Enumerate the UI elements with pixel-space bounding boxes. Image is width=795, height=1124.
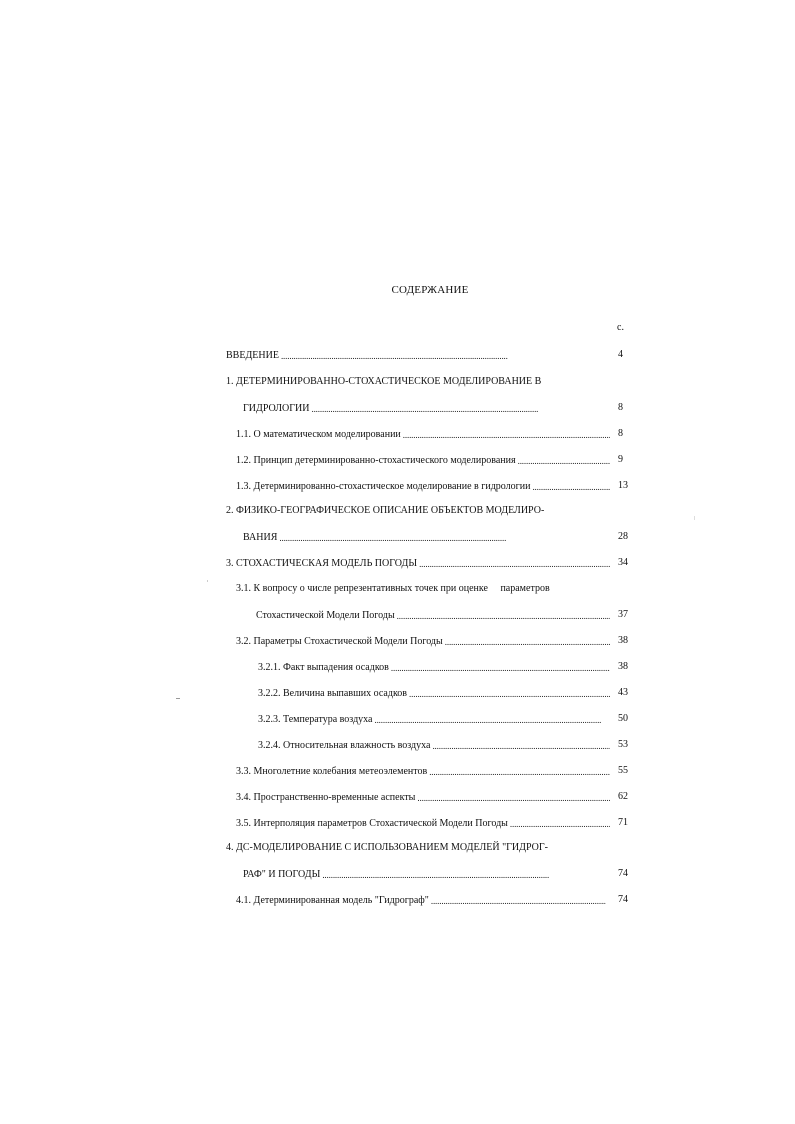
toc-leader-dots (374, 714, 610, 726)
toc-page-number: 43 (618, 687, 628, 698)
toc-entry-chapter-4: 4. ДС-МОДЕЛИРОВАНИЕ С ИСПОЛЬЗОВАНИЕМ МОДЕЛЕЙ "ГИДРОГ- (226, 842, 548, 853)
toc-entry-title: 3.2.4. Относительная влажность воздуха (258, 740, 431, 751)
toc-page-number: 8 (618, 402, 623, 413)
page-column-label: с. (617, 322, 624, 333)
toc-entry-title: 3.4. Пространственно-временные аспекты (236, 792, 416, 803)
toc-entry-3-2-2 (258, 684, 610, 700)
toc-entry-3-1: 3.1. К вопросу о числе репрезентативных точек при оценке параметров (236, 583, 550, 594)
toc-entry-title: РАФ" И ПОГОДЫ (243, 869, 321, 880)
toc-entry-3-2 (236, 632, 610, 648)
toc-entry-3-2-3 (258, 710, 610, 726)
toc-page-number: 74 (618, 868, 628, 879)
toc-leader-dots (311, 403, 610, 415)
toc-leader-dots (532, 481, 610, 493)
toc-page-number: 74 (618, 894, 628, 905)
scan-speck (207, 580, 208, 582)
toc-leader-dots (279, 532, 610, 544)
toc-entry-3-5 (236, 814, 610, 830)
toc-leader-dots (322, 869, 610, 881)
toc-page-number: 13 (618, 480, 628, 491)
toc-page-number: 71 (618, 817, 628, 828)
toc-entry-3-2-4 (258, 736, 610, 752)
toc-page-number: 55 (618, 765, 628, 776)
toc-entry-3-2-1 (258, 658, 610, 674)
toc-entry-chapter-1: 1. ДЕТЕРМИНИРОВАННО-СТОХАСТИЧЕСКОЕ МОДЕЛИРОВАНИЕ В (226, 376, 542, 387)
toc-entry-4-1 (236, 891, 606, 907)
page-title: СОДЕРЖАНИЕ (391, 284, 469, 296)
toc-leader-dots (419, 558, 610, 570)
toc-leader-dots (417, 792, 610, 804)
toc-page-number: 38 (618, 661, 628, 672)
toc-leader-dots (409, 688, 610, 700)
toc-entry-title: 1.2. Принцип детерминированно-стохастического моделирования (236, 455, 516, 466)
toc-entry-title: 3.5. Интерполяция параметров Стохастической Модели Погоды (236, 818, 508, 829)
toc-leader-dots (397, 610, 610, 622)
toc-page-number: 62 (618, 791, 628, 802)
toc-entry-3-1-cont (256, 606, 610, 622)
toc-entry-title: 3. СТОХАСТИЧЕСКАЯ МОДЕЛЬ ПОГОДЫ (226, 558, 418, 569)
toc-entry-1-2 (236, 451, 610, 467)
toc-entry-chapter-2-cont (243, 528, 610, 544)
toc-page-number: 9 (618, 454, 623, 465)
toc-entry-title: 3.2.1. Факт выпадения осадков (258, 662, 389, 673)
toc-entry-introduction (226, 346, 610, 362)
toc-page-number: 38 (618, 635, 628, 646)
toc-page-number: 50 (618, 713, 628, 724)
toc-entry-title: 3.2. Параметры Стохастической Модели Погоды (236, 636, 443, 647)
toc-page-number: 8 (618, 428, 623, 439)
toc-entry-1-1 (236, 425, 610, 441)
toc-entry-title: 3.2.3. Температура воздуха (258, 714, 373, 725)
toc-leader-dots (445, 636, 610, 648)
toc-entry-3-3 (236, 762, 610, 778)
toc-entry-title: ГИДРОЛОГИИ (243, 403, 310, 414)
toc-page-number: 53 (618, 739, 628, 750)
toc-entry-title: ВВЕДЕНИЕ (226, 350, 279, 361)
toc-entry-3-4 (236, 788, 610, 804)
toc-entry-title: 4.1. Детерминированная модель "Гидрограф" (236, 895, 429, 906)
scan-speck (176, 698, 180, 699)
scan-speck (694, 516, 695, 520)
toc-page-number: 34 (618, 557, 628, 568)
toc-entry-1-3 (236, 477, 610, 493)
toc-leader-dots (431, 895, 606, 907)
toc-leader-dots (403, 429, 610, 441)
toc-entry-chapter-4-cont (243, 865, 610, 881)
toc-leader-dots (518, 455, 610, 467)
toc-entry-title: 1.3. Детерминированно-стохастическое моделирование в гидрологии (236, 481, 531, 492)
toc-entry-title: Стохастической Модели Погоды (256, 610, 395, 621)
toc-entry-title: 3.2.2. Величина выпавших осадков (258, 688, 408, 699)
toc-page-number: 28 (618, 531, 628, 542)
toc-leader-dots (432, 740, 610, 752)
toc-leader-dots (429, 766, 610, 778)
toc-entry-title: ВАНИЯ (243, 532, 278, 543)
toc-entry-chapter-2: 2. ФИЗИКО-ГЕОГРАФИЧЕСКОЕ ОПИСАНИЕ ОБЪЕКТОВ МОДЕЛИРО- (226, 505, 545, 516)
toc-leader-dots (510, 818, 610, 830)
toc-entry-title: 3.3. Многолетние колебания метеоэлементов (236, 766, 428, 777)
toc-entry-chapter-1-cont (243, 399, 610, 415)
toc-leader-dots (281, 350, 610, 362)
toc-entry-title: 1.1. О математическом моделировании (236, 429, 401, 440)
toc-leader-dots (391, 662, 610, 674)
toc-page-number: 37 (618, 609, 628, 620)
toc-entry-chapter-3 (226, 554, 610, 570)
toc-page-number: 4 (618, 349, 623, 360)
